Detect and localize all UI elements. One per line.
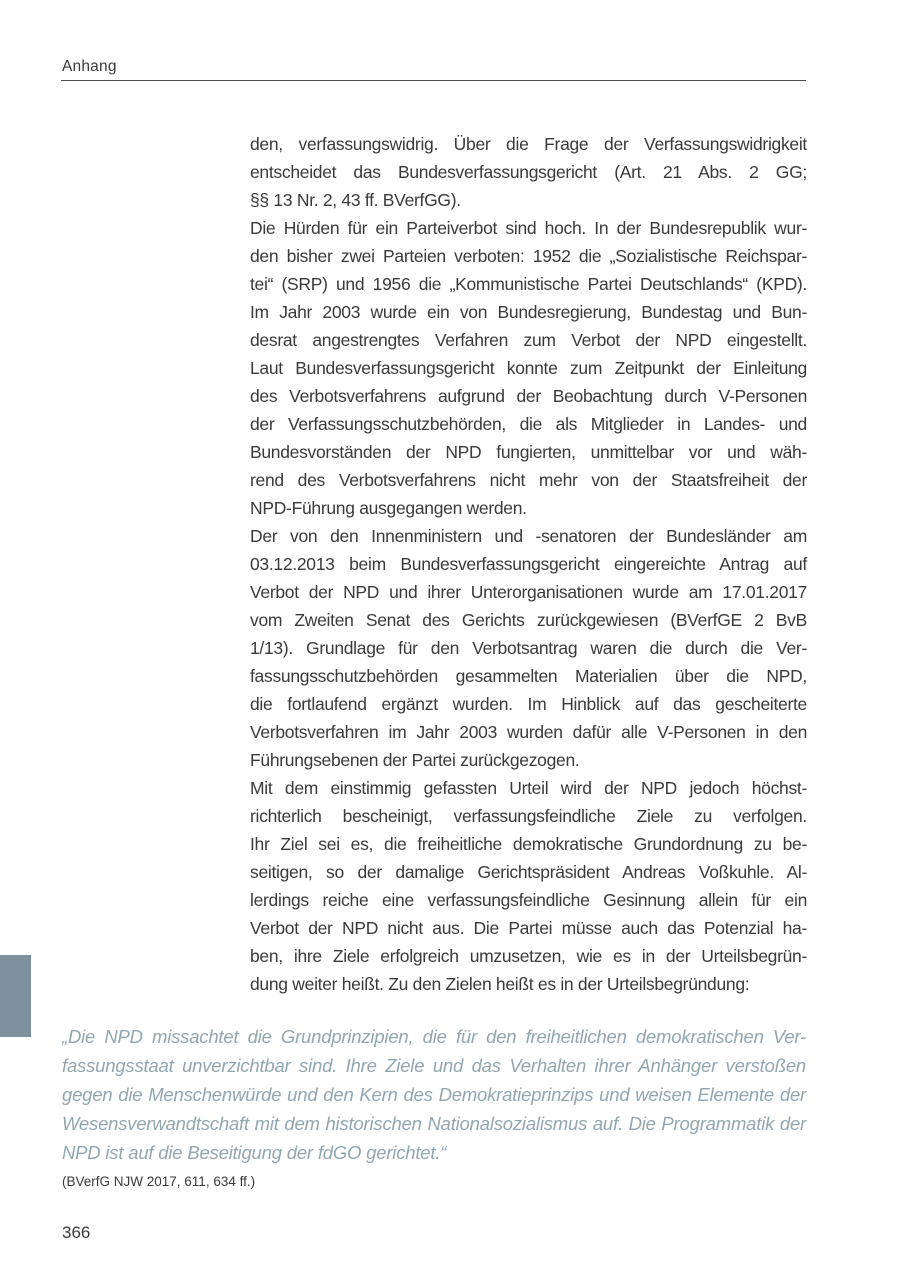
body-text-line: die fortlaufend ergänzt wurden. Im Hinblick auf das gescheiterte [250,694,807,714]
body-text-line: Verbot der NPD und ihrer Unterorganisationen wurde am 17.01.2017 [250,582,807,602]
body-text-line: Ihr Ziel sei es, die freiheitliche demokratische Grundordnung zu be- [250,834,807,854]
body-text-line: Bundesvorständen der NPD fungierten, unmittelbar vor und wäh- [250,442,807,462]
body-text-line: 1/13). Grundlage für den Verbotsantrag waren die durch die Ver- [250,638,807,658]
page-number: 366 [62,1223,91,1242]
body-text-line: Laut Bundesverfassungsgericht konnte zum Zeitpunkt der Einleitung [250,358,807,378]
body-text [250,130,807,998]
body-text-line: Mit dem einstimmig gefassten Urteil wird der NPD jedoch höchst- [250,778,807,798]
body-text-line: seitigen, so der damalige Gerichtspräsident Andreas Voßkuhle. Al- [250,862,807,882]
body-text-line: fassungsschutzbehörden gesammelten Materialien über die NPD, [250,666,807,686]
margin-accent-bar [0,955,31,1037]
body-text-line: desrat angestrengtes Verfahren zum Verbot der NPD eingestellt. [250,330,807,350]
body-text-line: Verbot der NPD nicht aus. Die Partei müsse auch das Potenzial ha- [250,918,807,938]
quote-text [62,1022,806,1167]
body-text-line: entscheidet das Bundesverfassungsgericht (Art. 21 Abs. 2 GG; [250,162,807,182]
quote-text-line: „Die NPD missachtet die Grundprinzipien, die für den freiheitlichen demokratischen Ver- [62,1026,806,1047]
body-text-line: §§ 13 Nr. 2, 43 ff. BVerfGG). [250,190,461,210]
body-text-line: der Verfassungsschutzbehörden, die als Mitglieder in Landes- und [250,414,807,434]
body-text-line: den bisher zwei Parteien verboten: 1952 die „Sozialistische Reichspar- [250,246,807,266]
body-text-line: Die Hürden für ein Parteiverbot sind hoch. In der Bundesrepublik wur- [250,218,807,238]
body-text-line: tei“ (SRP) und 1956 die „Kommunistische Partei Deutschlands“ (KPD). [250,274,807,294]
body-text-line: richterlich bescheinigt, verfassungsfeindliche Ziele zu verfolgen. [250,806,807,826]
body-text-line: ben, ihre Ziele erfolgreich umzusetzen, wie es in der Urteilsbegrün- [250,946,807,966]
body-text-line: dung weiter heißt. Zu den Zielen heißt es in der Urteilsbegründung: [250,974,750,994]
body-text-line: Führungsebenen der Partei zurückgezogen. [250,750,580,770]
header-rule [61,80,806,81]
body-text-line: vom Zweiten Senat des Gerichts zurückgewiesen (BVerfGE 2 BvB [250,610,807,630]
body-text-line: NPD-Führung ausgegangen werden. [250,498,527,518]
body-text-line: lerdings reiche eine verfassungsfeindliche Gesinnung allein für ein [250,890,807,910]
quote-block [62,1022,806,1189]
body-text-line: Der von den Innenministern und -senatoren der Bundesländer am [250,526,807,546]
quote-text-line: gegen die Menschenwürde und den Kern des Demokratieprinzips und weisen Elemente der [62,1084,806,1105]
body-text-line: des Verbotsverfahrens aufgrund der Beobachtung durch V-Personen [250,386,807,406]
body-text-line: den, verfassungswidrig. Über die Frage der Verfassungswidrigkeit [250,134,807,154]
quote-text-line: fassungsstaat unverzichtbar sind. Ihre Ziele und das Verhalten ihrer Anhänger verstoßen [62,1055,806,1076]
body-text-line: Im Jahr 2003 wurde ein von Bundesregierung, Bundestag und Bun- [250,302,807,322]
quote-text-line: Wesensverwandtschaft mit dem historischen Nationalsozialismus auf. Die Programmatik der [62,1113,806,1134]
running-header-title: Anhang [62,58,117,75]
quote-citation: (BVerfG NJW 2017, 611, 634 ff.) [62,1174,256,1189]
body-text-line: Verbotsverfahren im Jahr 2003 wurden dafür alle V-Personen in den [250,722,807,742]
body-text-line: 03.12.2013 beim Bundesverfassungsgericht eingereichte Antrag auf [250,554,807,574]
body-text-line: rend des Verbotsverfahrens nicht mehr von der Staatsfreiheit der [250,470,807,490]
quote-text-line: NPD ist auf die Beseitigung der fdGO gerichtet.“ [62,1142,447,1163]
